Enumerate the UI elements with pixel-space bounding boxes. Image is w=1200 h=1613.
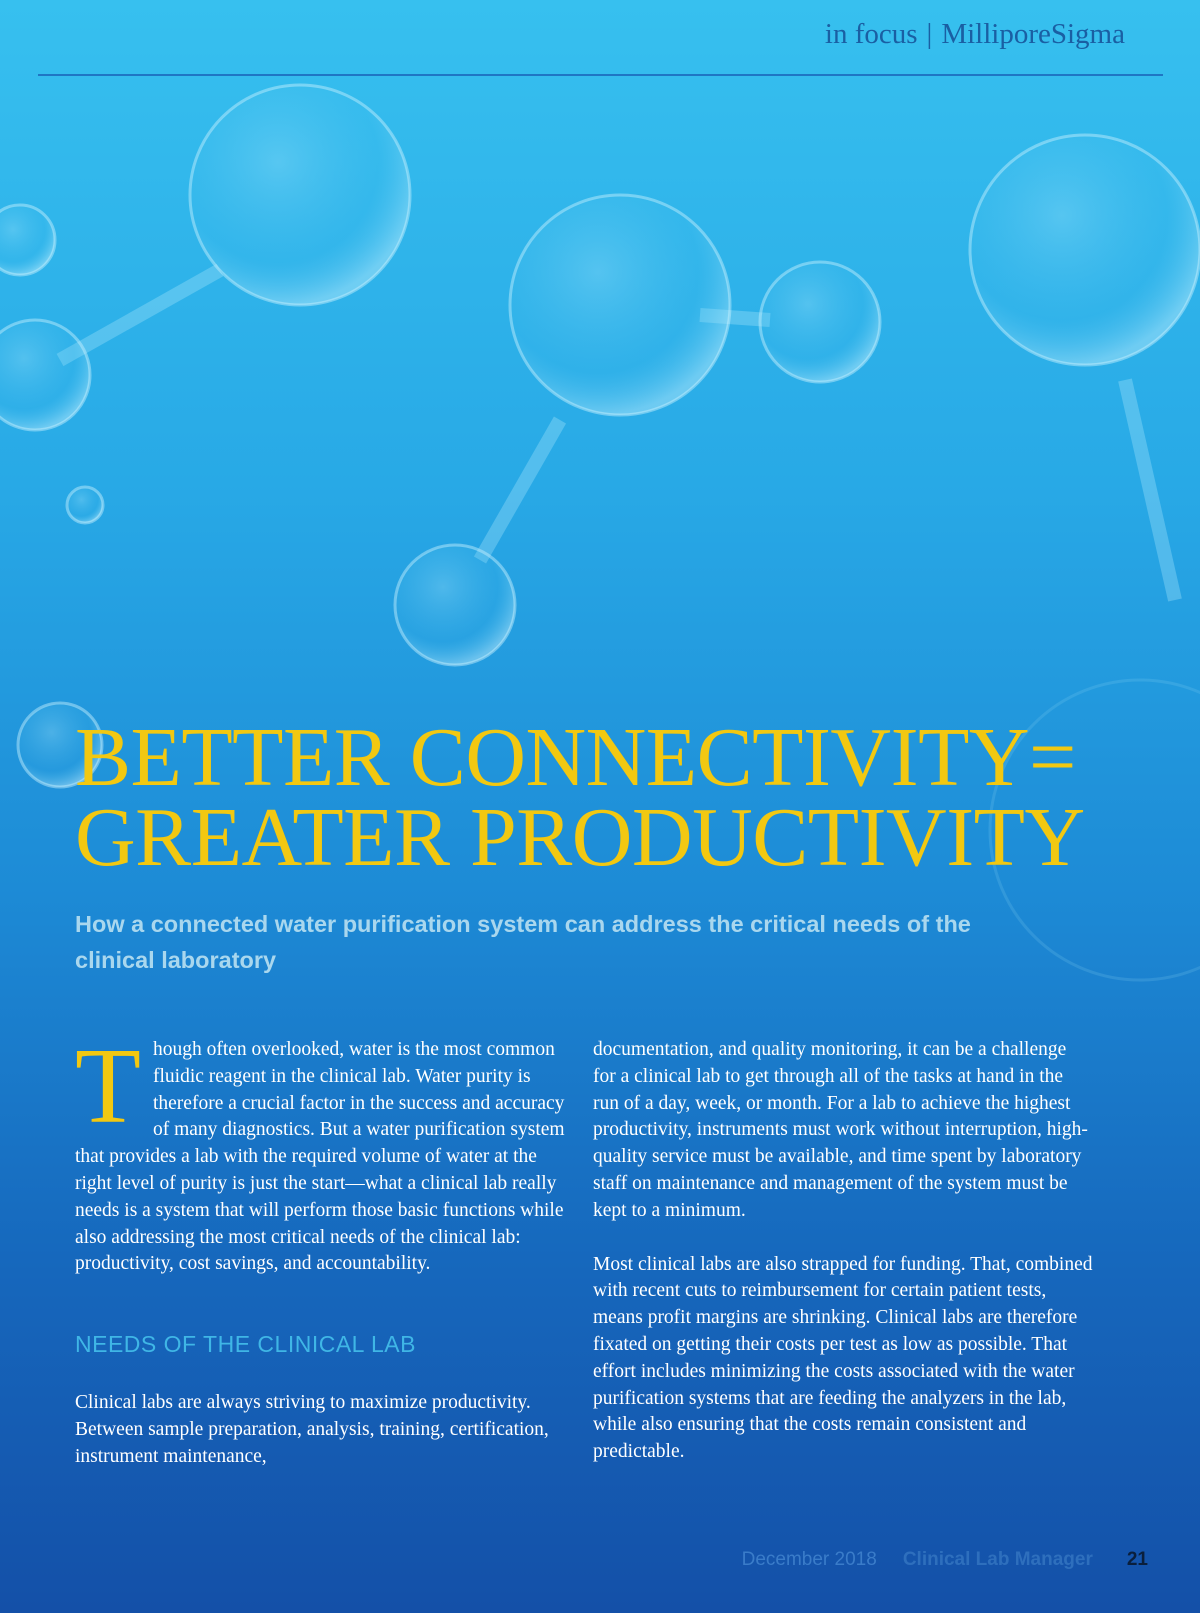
right-column	[593, 1037, 1093, 1466]
header-section: in focus	[824, 18, 918, 50]
drop-cap: T	[75, 1027, 141, 1146]
footer-magazine: Clinical Lab Manager	[902, 1549, 1093, 1570]
intro-text: hough often overlooked, water is the most common fluidic reagent in the clinical lab. Water purity is therefore a crucial factor in the success and accuracy of many diagnostics. But a water purification system that provides a lab with the required volume of water at the right level of purity is just the start—what a clinical lab really needs is a system that will perform those basic functions while also addressing the most critical needs of the clinical lab: productivity, cost savings, and accountability.	[75, 1039, 565, 1275]
header-sponsor: MilliporeSigma	[941, 18, 1125, 50]
page-footer	[742, 1549, 1148, 1571]
section-heading: NEEDS OF THE CLINICAL LAB	[75, 1331, 416, 1358]
header-rule	[38, 74, 1163, 76]
paragraph-2-left: Clinical labs are always striving to maximize productivity. Between sample preparation, analysis, training, certification, instrument maintenance,	[75, 1392, 549, 1467]
paragraph-2-right: documentation, and quality monitoring, it can be a challenge for a clinical lab to get through all of the tasks at hand in the run of a day, week, or month. For a lab to achieve the highest productivity, instruments must work without interruption, high-quality service must be available, and time spent by laboratory staff on maintenance and management of the system must be kept to a minimum.	[593, 1039, 1088, 1221]
article-title	[75, 711, 1085, 884]
intro-paragraph	[75, 1027, 577, 1278]
header-separator: |	[926, 18, 933, 50]
title-line-1: BETTER CONNECTIVITY=	[75, 711, 1076, 804]
page-number: 21	[1126, 1549, 1148, 1570]
left-column	[75, 1027, 577, 1471]
article-subtitle: How a connected water purification system can address the critical needs of the clinical laboratory	[75, 911, 971, 973]
running-header	[825, 18, 1125, 51]
title-line-2: GREATER PRODUCTIVITY	[75, 791, 1085, 884]
footer-date: December 2018	[741, 1549, 877, 1570]
paragraph-gap	[593, 1225, 1093, 1252]
paragraph-3: Most clinical labs are also strapped for funding. That, combined with recent cuts to reimbursement for certain patient tests, means profit margins are shrinking. Clinical labs are therefore fixated on getting their costs per test as low as possible. That effort includes minimizing the costs associated with the water purification systems that are feeding the analyzers in the lab, while also ensuring that the costs remain consistent and predictable.	[593, 1253, 1093, 1463]
